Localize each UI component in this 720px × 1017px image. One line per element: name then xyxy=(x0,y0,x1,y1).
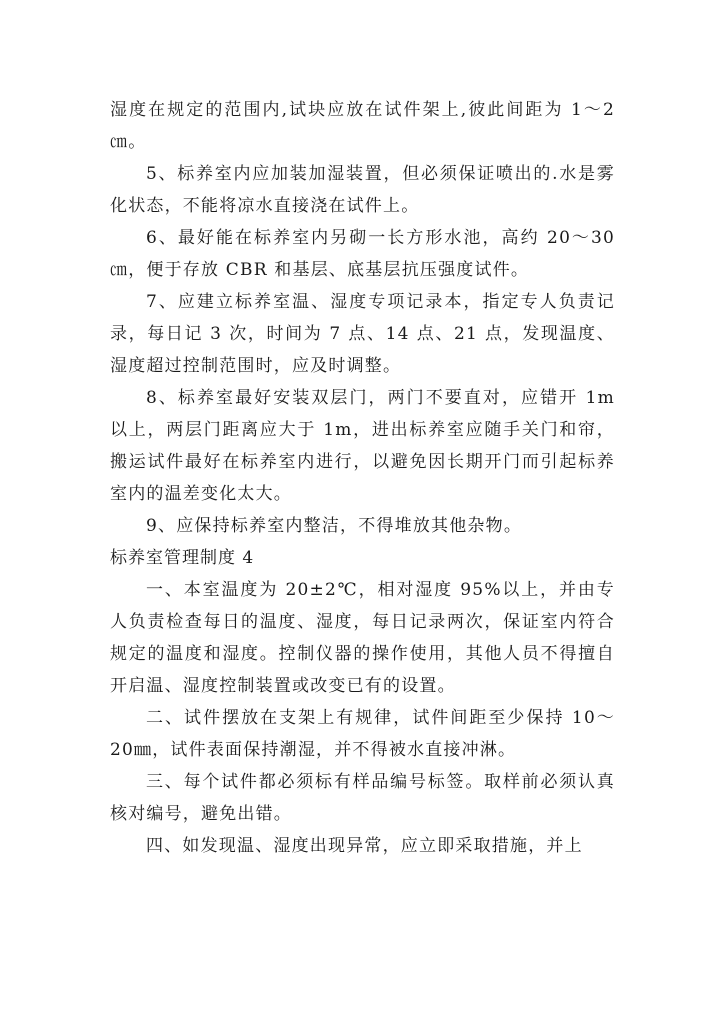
paragraph-item-5: 5、标养室内应加装加湿装置，但必须保证喷出的.水是雾化状态，不能将凉水直接浇在试件上。 xyxy=(110,164,615,216)
paragraph-item-9: 9、应保持标养室内整洁，不得堆放其他杂物。 xyxy=(146,516,523,536)
rule-paragraph-1: 一、本室温度为 20±2℃，相对湿度 95%以上，并由专人负责检查每日的温度、湿度，每日记录两次，保证室内符合规定的温度和湿度。控制仪器的操作使用，其他人员不得擅自开启温、湿度控制装置或改变已有的设置。 xyxy=(110,580,615,696)
paragraph-item-6: 6、最好能在标养室内另砌一长方形水池，高约 20～30 ㎝，便于存放 CBR 和基层、底基层抗压强度试件。 xyxy=(110,228,615,280)
paragraph-continued: 湿度在规定的范围内,试块应放在试件架上,彼此间距为 1～2 ㎝。 xyxy=(110,100,615,152)
section-title: 标养室管理制度 4 xyxy=(110,548,255,568)
paragraph-item-8: 8、标养室最好安装双层门，两门不要直对，应错开 1m 以上，两层门距离应大于 1m，进出标养室应随手关门和帘，搬运试件最好在标养室内进行，以避免因长期开门而引起标养室内的温差变化太大。 xyxy=(110,388,615,504)
rule-paragraph-2: 二、试件摆放在支架上有规律，试件间距至少保持 10～20㎜，试件表面保持潮湿，并不得被水直接冲淋。 xyxy=(110,708,615,760)
document-body xyxy=(110,94,615,862)
paragraph-item-7: 7、应建立标养室温、湿度专项记录本，指定专人负责记录，每日记 3 次，时间为 7 点、14 点、21 点，发现温度、湿度超过控制范围时，应及时调整。 xyxy=(110,292,615,376)
rule-paragraph-3: 三、每个试件都必须标有样品编号标签。取样前必须认真核对编号，避免出错。 xyxy=(110,772,615,824)
rule-paragraph-4: 四、如发现温、湿度出现异常，应立即采取措施，并上 xyxy=(146,836,583,856)
